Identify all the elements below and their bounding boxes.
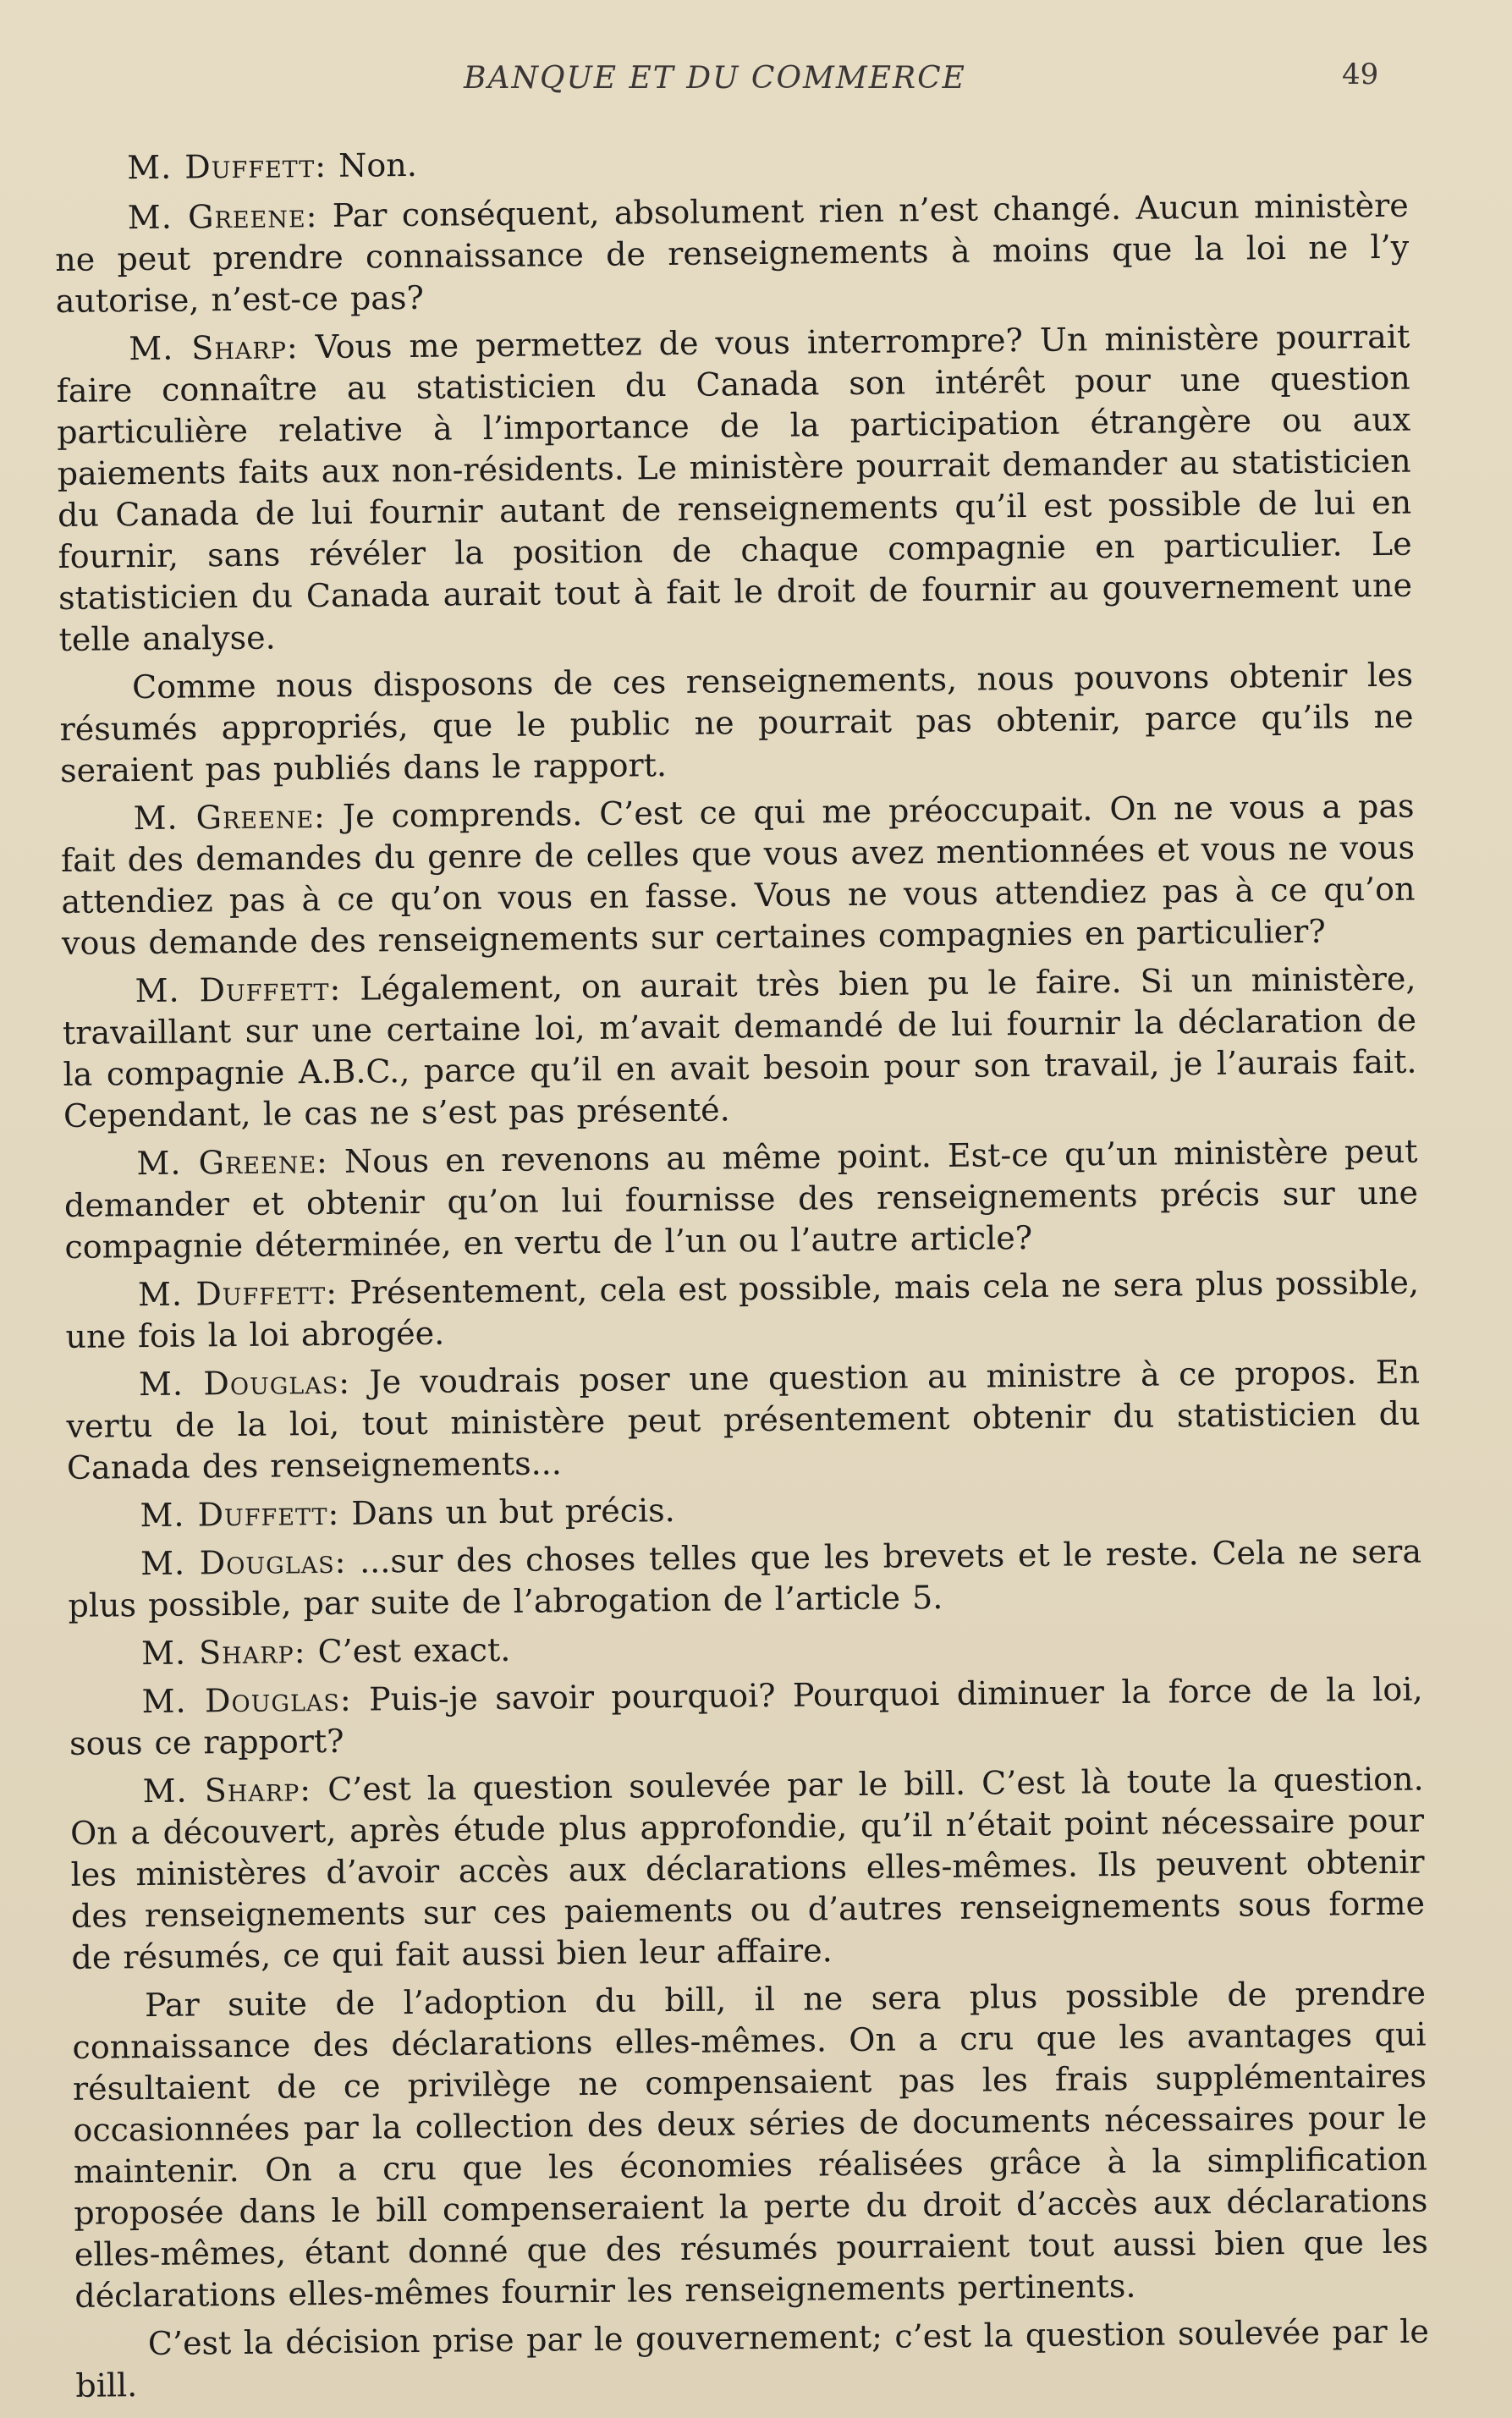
speaker-name: M. Sharp: xyxy=(142,1771,312,1811)
paragraph-6 xyxy=(62,959,1417,1137)
paragraph-text: Non. xyxy=(326,146,417,184)
paragraph-text: Légalement, on aurait très bien pu le faire. Si un ministère, travaillant sur une certaine loi, m’avait demandé de lui fournir la déclaration de la compagnie A.B.C., parce qu’il en avait besoin pour son travail, je l’aurais fait. Cependant, le cas ne s’est pas présenté. xyxy=(62,959,1417,1135)
paragraph-16 xyxy=(75,2311,1430,2407)
paragraph-13 xyxy=(69,1669,1423,1765)
paragraph-2 xyxy=(55,185,1410,322)
speaker-name: M. Greene: xyxy=(133,797,327,838)
paragraph-text: Dans un but précis. xyxy=(339,1492,675,1532)
running-head xyxy=(0,58,1512,112)
speaker-name: M. Douglas: xyxy=(140,1542,347,1583)
paragraph-4 xyxy=(59,655,1414,792)
speaker-name: M. Duffett: xyxy=(127,146,327,187)
paragraph-text: Par suite de l’adoption du bill, il ne sera plus possible de prendre connaissance des déclarations elles-mêmes. On a cru que les avantages qui résultaient de ce privilège ne compensaient pas les frais supplémentaires occasionnées par la collection des deux séries de documents nécessaires pour le maintenir. On a cru que les économies réalisées grâce à la simplification proposée dans le bill compenseraient la perte du droit d’accès aux déclarations elles-mêmes, étant donné que des résumés pourraient tout aussi bien que les déclarations elles-mêmes fournir les renseignements pertinents. xyxy=(72,1974,1429,2315)
paragraph-text: C’est exact. xyxy=(305,1630,511,1671)
transcript-body xyxy=(54,135,1430,2414)
paragraph-text: Comme nous disposons de ces renseignements, nous pouvons obtenir les résumés appropriés, que le public ne pourrait pas obtenir, parce qu’ils ne seraient pas publiés dans le rapport. xyxy=(59,656,1414,789)
paragraph-14 xyxy=(69,1759,1425,1979)
paragraph-text: C’est la question soulevée par le bill. C’est là toute la question. On a découvert, après étude plus approfondie, qu’il n’était point nécessaire pour les ministères d’avoir accès aux déclarations elles-mêmes. Ils peuvent obtenir des renseignements sur ces paiements ou d’autres renseignements sous forme de résumés, ce qui fait aussi bien leur affaire. xyxy=(69,1760,1426,1976)
paragraph-10 xyxy=(67,1483,1421,1537)
paragraph-1 xyxy=(54,135,1408,190)
paragraph-9 xyxy=(66,1352,1421,1489)
speaker-name: M. Sharp: xyxy=(140,1633,306,1673)
speaker-name: M. Greene: xyxy=(136,1142,329,1183)
paragraph-12 xyxy=(69,1621,1422,1675)
paragraph-text: Présentement, cela est possible, mais cela ne sera plus possible, une fois la loi abrogée. xyxy=(65,1263,1420,1355)
speaker-name: M. Sharp: xyxy=(129,328,299,368)
paragraph-text: Nous en revenons au même point. Est-ce qu’un ministère peut demander et obtenir qu’on lui fournisse des renseignements précis sur une compagnie déterminée, en vertu de l’un ou l’autre article? xyxy=(63,1132,1419,1266)
paragraph-text: C’est la décision prise par le gouvernement; c’est la question soulevée par le bill. xyxy=(75,2312,1430,2404)
paragraph-11 xyxy=(68,1531,1422,1627)
paragraph-text: Je voudrais poser une question au ministre à ce propos. En vertu de la loi, tout ministère peut présentement obtenir du statisticien du Canada des renseignements... xyxy=(66,1353,1421,1487)
paragraph-text: Par conséquent, absolument rien n’est changé. Aucun ministère ne peut prendre connaissance de renseignements à moins que la loi ne l’y autorise, n’est-ce pas? xyxy=(55,186,1410,320)
paragraph-8 xyxy=(65,1262,1420,1358)
speaker-name: M. Greene: xyxy=(127,197,318,237)
page-number: 49 xyxy=(1342,58,1379,91)
paragraph-3 xyxy=(56,316,1413,661)
speaker-name: M. Douglas: xyxy=(141,1680,352,1721)
speaker-name: M. Duffett: xyxy=(140,1494,340,1535)
paragraph-text: Puis-je savoir pourquoi? Pourquoi diminuer la force de la loi, sous ce rapport? xyxy=(69,1670,1423,1762)
paragraph-5 xyxy=(60,786,1416,964)
paragraph-15 xyxy=(72,1973,1429,2317)
speaker-name: M. Duffett: xyxy=(137,1273,338,1314)
paragraph-text: Vous me permettez de vous interrompre? Un ministère pourrait faire connaître au statisticien du Canada son intérêt pour une question particulière relative à l’importance de la participation étrangère ou aux paiements faits aux non-résidents. Le ministère pourrait demander au statisticien du Canada de lui fournir autant de renseignements qu’il est possible de lui en fournir, sans révéler la position de chaque compagnie en particulier. Le statisticien du Canada aurait tout à fait le droit de fournir au gouvernement une telle analyse. xyxy=(56,317,1413,658)
running-title: BANQUE ET DU COMMERCE xyxy=(464,61,966,96)
speaker-name: M. Duffett: xyxy=(135,970,342,1010)
paragraph-text: Je comprends. C’est ce qui me préoccupait. On ne vous a pas fait des demandes du genre de celles que vous avez mentionnées et vous ne vous attendiez pas à ce qu’on vous en fasse. Vous ne vous attendiez pas à ce qu’on vous demande des renseignements sur certaines compagnies en particulier? xyxy=(60,787,1416,962)
speaker-name: M. Douglas: xyxy=(138,1363,351,1404)
paragraph-text: ...sur des choses telles que les brevets et le reste. Cela ne sera plus possible, par suite de l’abrogation de l’article 5. xyxy=(68,1532,1422,1624)
paragraph-7 xyxy=(63,1131,1418,1268)
